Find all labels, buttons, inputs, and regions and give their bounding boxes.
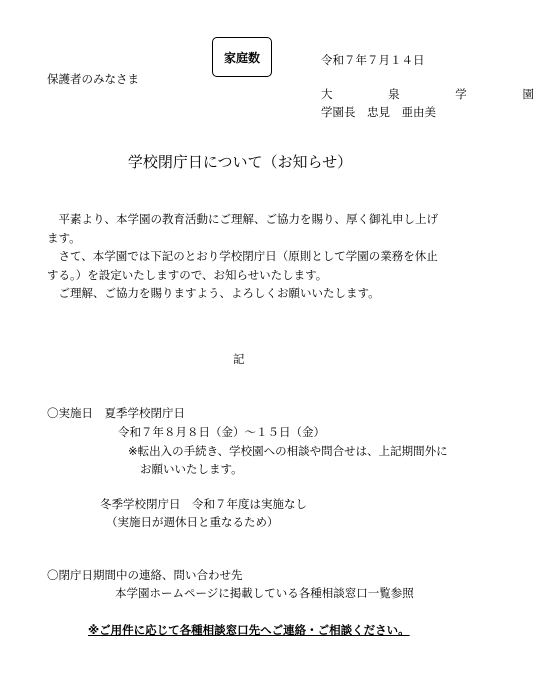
body-paragraph: ご理解、ご協力を賜りますよう、よろしくお願いいたします。 xyxy=(58,286,380,300)
category-badge: 家庭数 xyxy=(212,37,272,77)
winter-closure: 冬季学校閉庁日 令和７年度は実施なし xyxy=(100,497,307,511)
schedule-note-cont: お願いいたします。 xyxy=(140,462,243,476)
schedule-note: ※転出入の手続き、学校園への相談や問合せは、上記期間外に xyxy=(128,444,448,458)
ki-marker: 記 xyxy=(233,352,245,366)
recipient: 保護者のみなさま xyxy=(47,72,139,86)
principal-name: 学園長 忠見 亜由美 xyxy=(321,105,436,119)
winter-note: （実施日が週休日と重なるため） xyxy=(106,515,279,529)
contact-detail: 本学園ホームページに掲載している各種相談窓口一覧参照 xyxy=(115,586,414,600)
body-paragraph: 平素より、本学園の教育活動にご理解、ご協力を賜り、厚く御礼申し上げます。 xyxy=(47,212,438,245)
body-text xyxy=(47,210,447,303)
footer-note: ※ご用件に応じて各種相談窓口先へご連絡・ご相談ください。 xyxy=(88,623,410,637)
page-title: 学校閉庁日について（お知らせ） xyxy=(127,153,353,171)
contact-heading: 〇閉庁日期間中の連絡、問い合わせ先 xyxy=(47,568,243,582)
summer-dates: 令和７年８月８日（金）～１５日（金） xyxy=(118,425,325,439)
issue-date: 令和７年７月１４日 xyxy=(321,53,425,67)
schedule-heading: 〇実施日 夏季学校閉庁日 xyxy=(47,406,185,420)
school-name: 大 泉 学 園 xyxy=(321,87,560,101)
body-paragraph: さて、本学園では下記のとおり学校閉庁日（原則として学園の業務を休止する。）を設定いたしますので、お知らせいたします。 xyxy=(47,249,438,282)
